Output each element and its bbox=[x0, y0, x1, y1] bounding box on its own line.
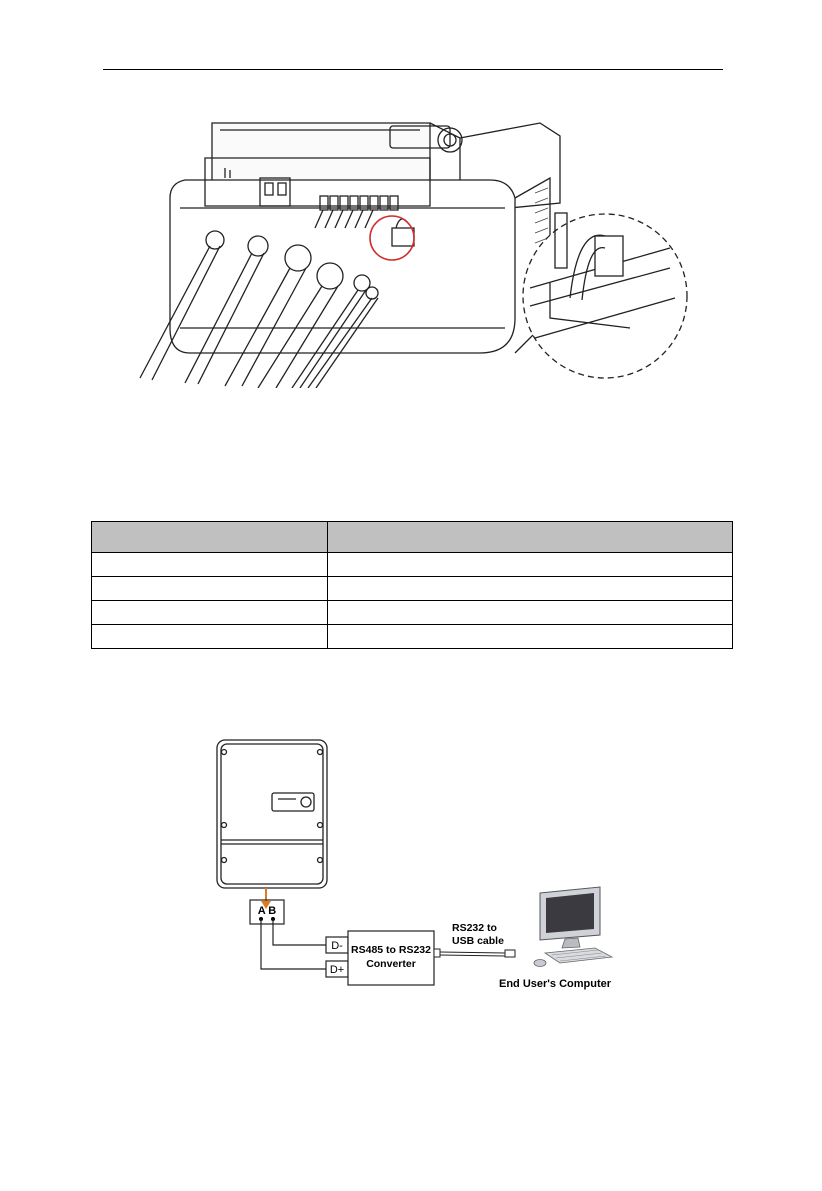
table-row bbox=[92, 601, 733, 625]
inverter-unit bbox=[217, 740, 327, 888]
pin-d-plus: D+ bbox=[329, 964, 345, 976]
rs485-wiring-diagram bbox=[200, 735, 630, 1000]
table-cell bbox=[92, 553, 328, 577]
table-cell bbox=[327, 601, 732, 625]
table-row bbox=[92, 553, 733, 577]
header-rule bbox=[103, 69, 723, 70]
cable-label-line2: USB cable bbox=[452, 935, 504, 947]
table-row bbox=[92, 577, 733, 601]
terminal-label: A B bbox=[257, 905, 277, 917]
converter-label-line1: RS485 to RS232 bbox=[351, 944, 431, 956]
converter-label-line2: Converter bbox=[366, 958, 416, 970]
table-cell bbox=[92, 625, 328, 649]
table-header-cell bbox=[92, 522, 328, 553]
table-row bbox=[92, 625, 733, 649]
cable-label-line1: RS232 to bbox=[452, 922, 497, 934]
table-cell bbox=[92, 601, 328, 625]
spec-table bbox=[91, 521, 733, 649]
inverter-wiring-box-illustration bbox=[130, 118, 690, 388]
table-cell bbox=[327, 625, 732, 649]
table-header-row bbox=[92, 522, 733, 553]
computer-icon bbox=[534, 887, 612, 967]
pin-d-minus: D- bbox=[331, 940, 343, 952]
table-cell bbox=[327, 577, 732, 601]
table-cell bbox=[327, 553, 732, 577]
table-header-cell bbox=[327, 522, 732, 553]
table-cell bbox=[92, 577, 328, 601]
computer-label: End User's Computer bbox=[498, 978, 612, 990]
